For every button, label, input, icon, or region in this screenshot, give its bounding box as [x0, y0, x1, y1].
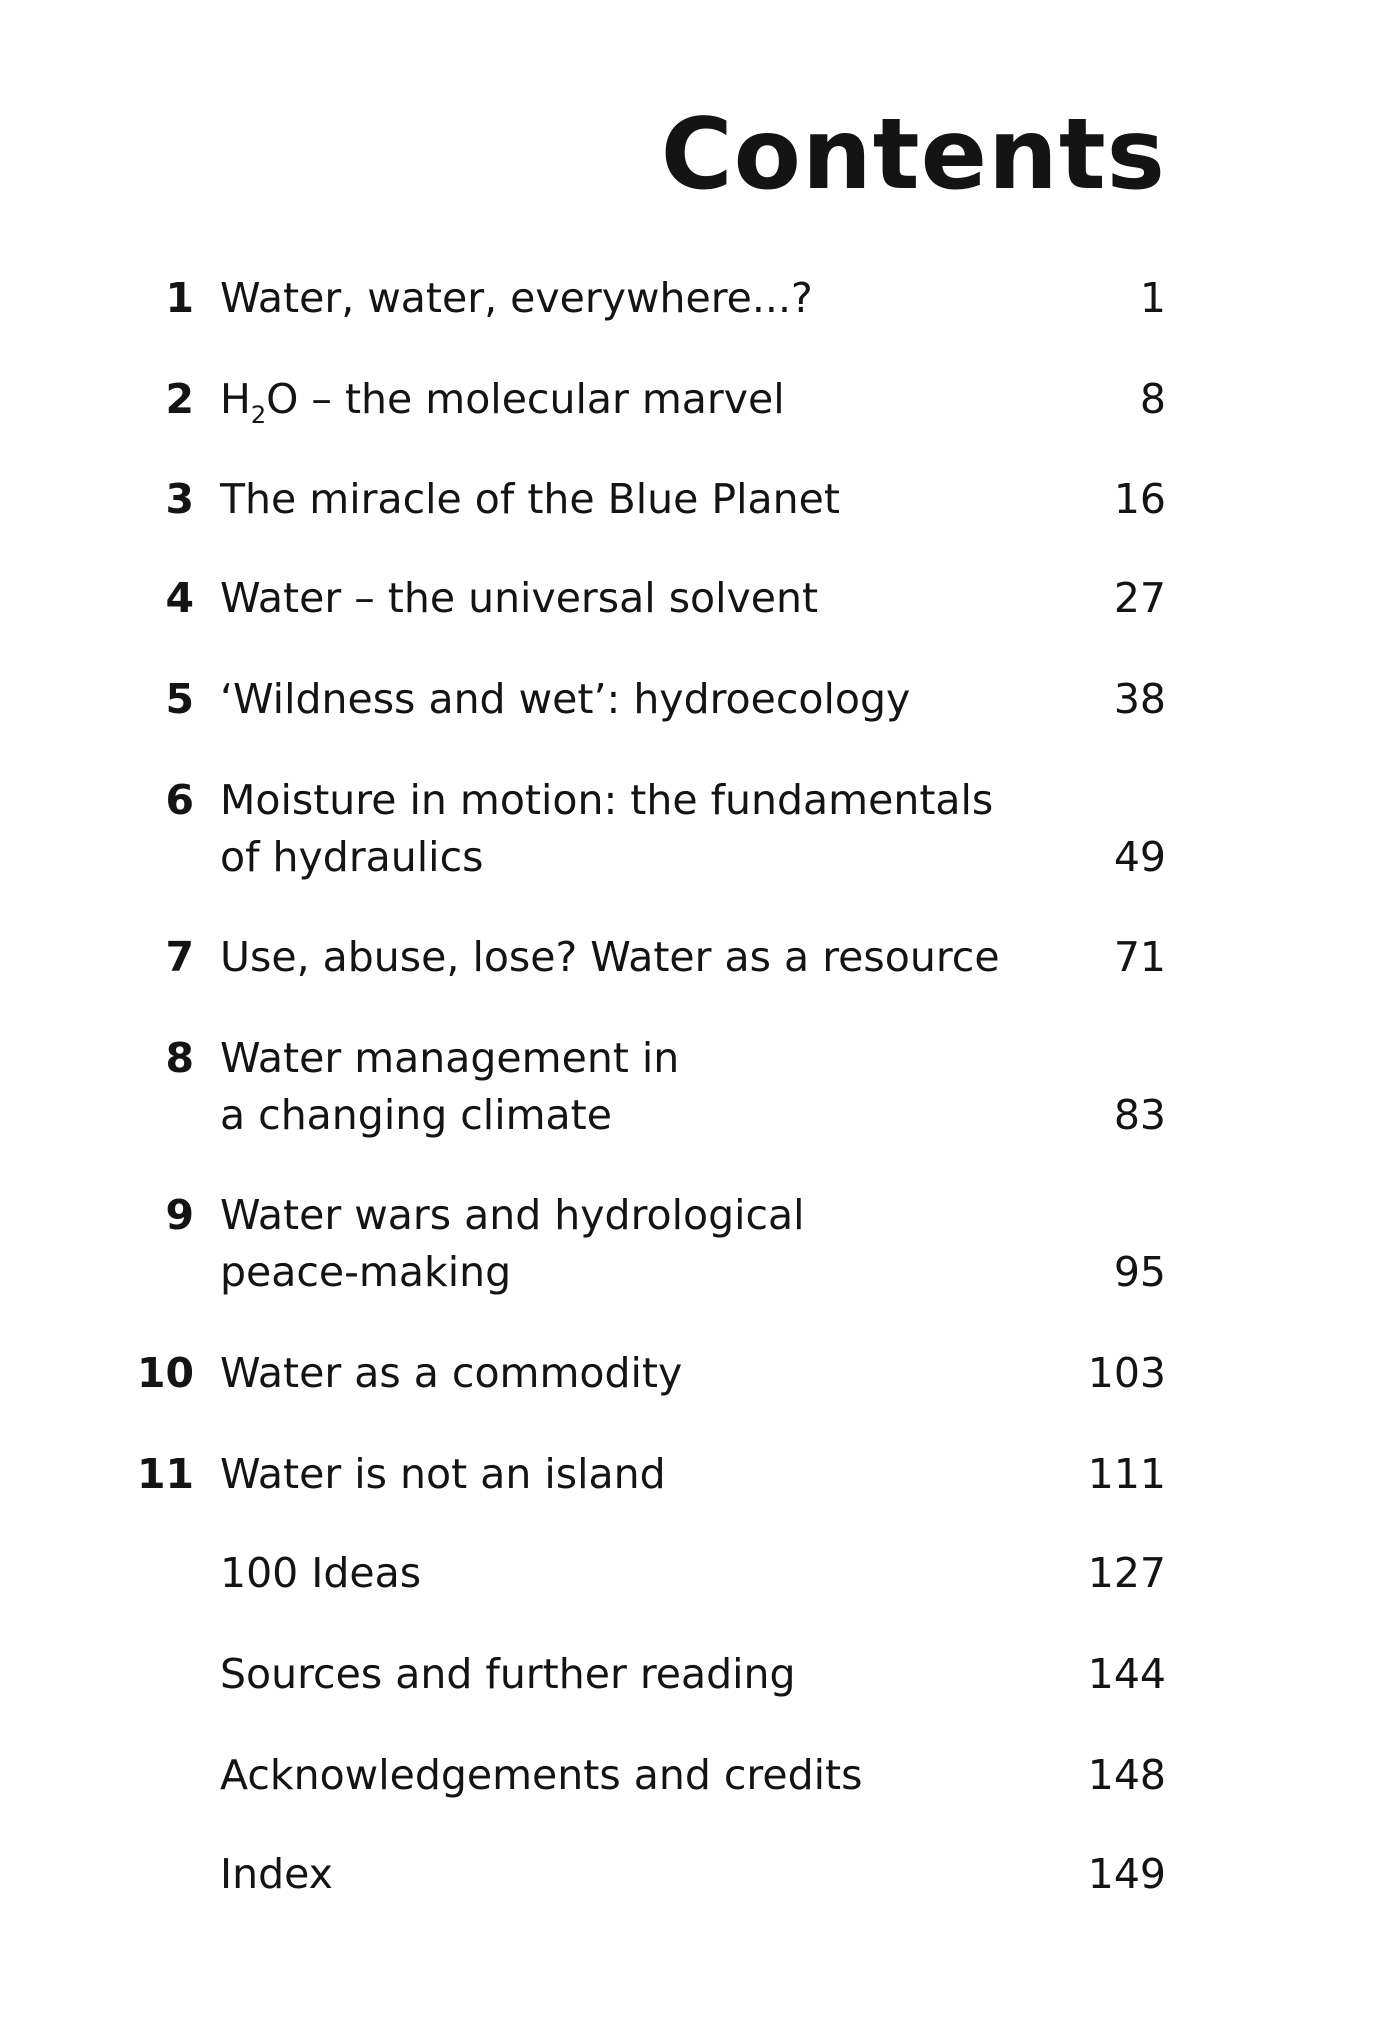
- page-number: 16: [1113, 475, 1166, 523]
- page-number: 103: [1087, 1349, 1166, 1397]
- chapter-number: 8: [165, 1034, 194, 1082]
- page-number: 83: [1113, 1091, 1166, 1139]
- page-number: 8: [1139, 375, 1166, 423]
- chapter-number: 2: [165, 375, 194, 423]
- page-number: 95: [1113, 1248, 1166, 1296]
- chapter-number: 5: [165, 675, 194, 723]
- entry-title: Moisture in motion: the fundamentals of hydraulics: [220, 776, 994, 881]
- entry-title: Water, water, everywhere...?: [220, 274, 813, 322]
- chapter-number: 1: [165, 274, 194, 322]
- entry-title: ‘Wildness and wet’: hydroecology: [220, 675, 911, 723]
- entry-title: $H_2O$ – the molecular marvel: [220, 375, 785, 429]
- entry-title: Water is not an island: [220, 1450, 666, 1498]
- chapter-number: 4: [165, 574, 194, 622]
- page-number: 49: [1113, 833, 1166, 881]
- chapter-number: 11: [136, 1450, 194, 1498]
- chapter-number: 9: [165, 1191, 194, 1239]
- entry-title: Water – the universal solvent: [220, 574, 819, 622]
- page-number: 38: [1113, 675, 1166, 723]
- subscript: 2: [250, 401, 267, 429]
- chapter-number: 3: [165, 475, 194, 523]
- entry-title: Index: [220, 1850, 333, 1898]
- entry-title: Water management in a changing climate: [220, 1034, 680, 1139]
- page-number: 1: [1139, 274, 1166, 322]
- page-number: 27: [1113, 574, 1166, 622]
- page-number: 127: [1087, 1549, 1166, 1597]
- page-number: 111: [1087, 1450, 1166, 1498]
- entry-title: Acknowledgements and credits: [220, 1751, 863, 1799]
- entry-title: Sources and further reading: [220, 1650, 796, 1698]
- page-number: 149: [1087, 1850, 1166, 1898]
- entry-title: The miracle of the Blue Planet: [220, 475, 840, 523]
- entry-title: Water as a commodity: [220, 1349, 683, 1397]
- page-number: 148: [1087, 1751, 1166, 1799]
- page-title: Contents: [660, 98, 1166, 212]
- chapter-number: 7: [165, 933, 194, 981]
- page-number: 144: [1087, 1650, 1166, 1698]
- entry-title: 100 Ideas: [220, 1549, 422, 1597]
- page-number: 71: [1113, 933, 1166, 981]
- chapter-number: 6: [165, 776, 194, 824]
- chapter-number: 10: [136, 1349, 194, 1397]
- entry-title: Use, abuse, lose? Water as a resource: [220, 933, 1000, 981]
- entry-title: Water wars and hydrological peace-making: [220, 1191, 805, 1296]
